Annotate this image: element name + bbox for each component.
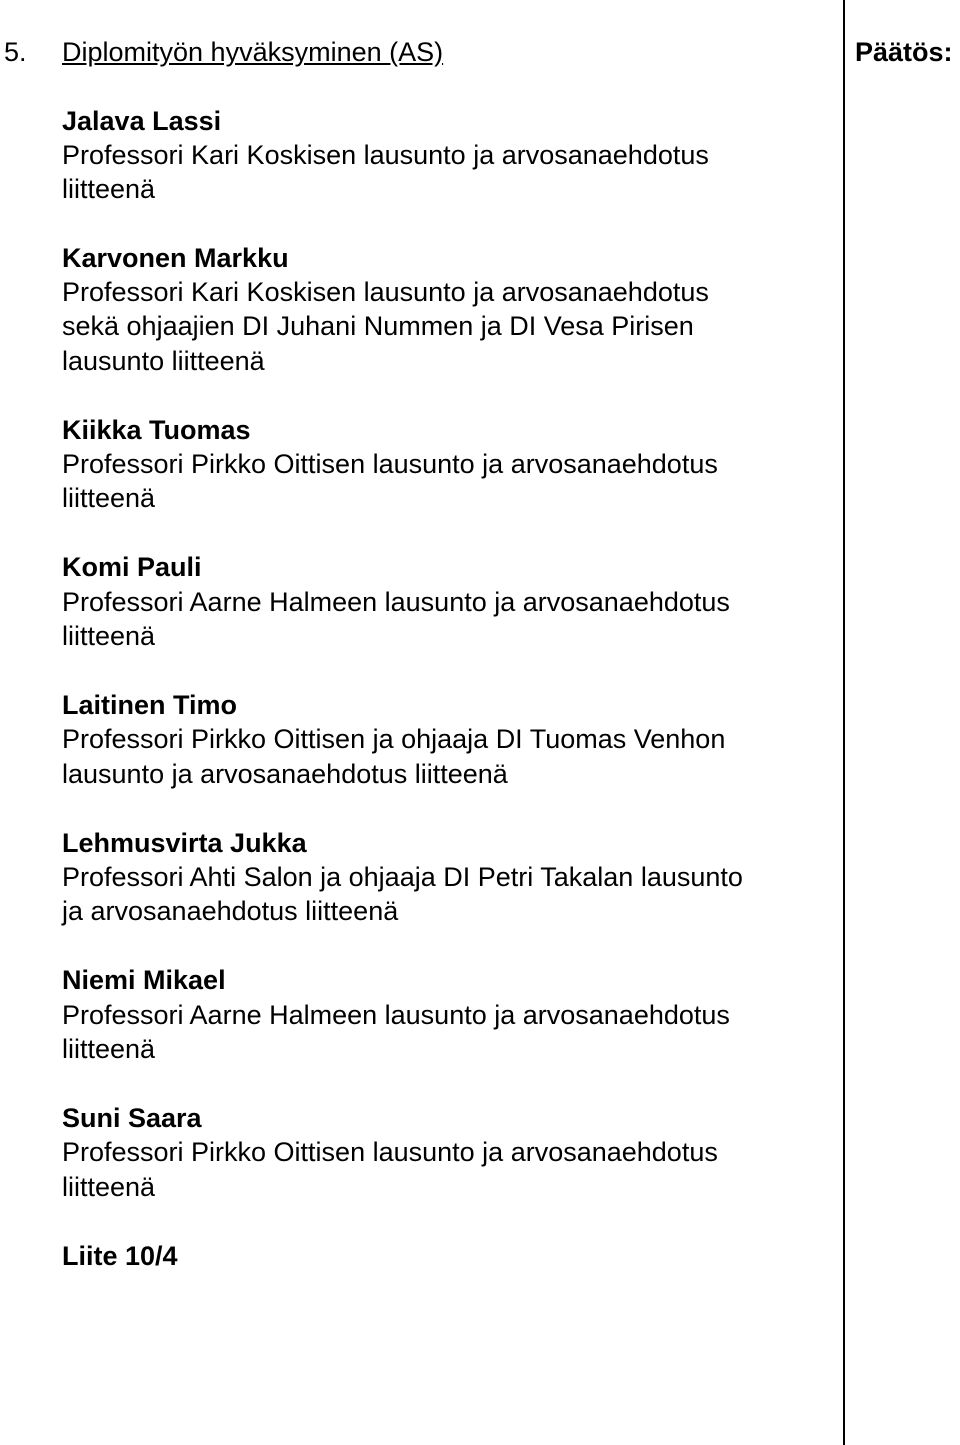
item-title: Diplomityön hyväksyminen (AS) (62, 37, 444, 67)
student-name: Niemi Mikael (62, 965, 226, 995)
attachment-label: Liite 10/4 (62, 1241, 178, 1271)
statement-line: Professori Ahti Salon ja ohjaaja DI Petri Takalan lausunto (62, 862, 743, 892)
decision-label: Päätös: (855, 37, 953, 67)
statement-line: Professori Aarne Halmeen lausunto ja arvosanaehdotus (62, 1000, 730, 1030)
student-name: Jalava Lassi (62, 106, 222, 136)
item-number: 5. (4, 37, 27, 67)
student-name: Laitinen Timo (62, 690, 238, 720)
statement-line: lausunto ja arvosanaehdotus liitteenä (62, 759, 508, 789)
student-name: Karvonen Markku (62, 243, 289, 273)
column-divider (843, 0, 845, 1445)
statement-line: liitteenä (62, 1034, 156, 1064)
statement-line: Professori Kari Koskisen lausunto ja arvosanaehdotus (62, 140, 709, 170)
statement-line: ja arvosanaehdotus liitteenä (62, 896, 399, 926)
student-name: Lehmusvirta Jukka (62, 828, 307, 858)
statement-line: liitteenä (62, 174, 156, 204)
statement-line: liitteenä (62, 621, 156, 651)
statement-line: lausunto liitteenä (62, 346, 265, 376)
statement-line: liitteenä (62, 1172, 156, 1202)
statement-line: Professori Pirkko Oittisen ja ohjaaja DI Tuomas Venhon (62, 724, 726, 754)
statement-line: Professori Pirkko Oittisen lausunto ja arvosanaehdotus (62, 1137, 718, 1167)
statement-line: Professori Aarne Halmeen lausunto ja arvosanaehdotus (62, 587, 730, 617)
student-name: Komi Pauli (62, 552, 202, 582)
statement-line: sekä ohjaajien DI Juhani Nummen ja DI Vesa Pirisen (62, 311, 694, 341)
statement-line: Professori Pirkko Oittisen lausunto ja arvosanaehdotus (62, 449, 718, 479)
student-name: Kiikka Tuomas (62, 415, 251, 445)
statement-line: Professori Kari Koskisen lausunto ja arvosanaehdotus (62, 277, 709, 307)
statement-line: liitteenä (62, 483, 156, 513)
student-name: Suni Saara (62, 1103, 202, 1133)
